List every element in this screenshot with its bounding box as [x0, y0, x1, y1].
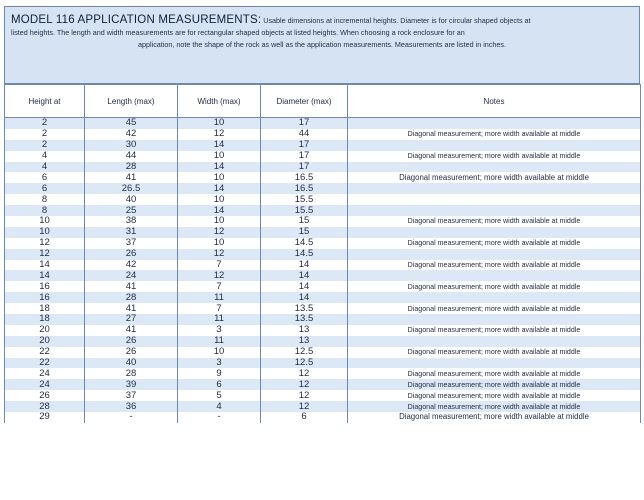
height-cell: 2: [5, 129, 85, 140]
table-row: [5, 162, 641, 173]
width-cell: 14: [178, 183, 261, 194]
width-cell: 5: [178, 390, 261, 401]
diameter-cell: 14: [261, 260, 348, 271]
length-cell: 41: [85, 172, 178, 183]
height-cell: 22: [5, 347, 85, 358]
height-cell: 18: [5, 303, 85, 314]
height-cell: 29: [5, 412, 85, 423]
table-row: [5, 292, 641, 303]
notes-cell: [348, 249, 641, 260]
height-cell: 10: [5, 216, 85, 227]
width-cell: 7: [178, 281, 261, 292]
diameter-cell: 12.5: [261, 347, 348, 358]
diameter-cell: 14.5: [261, 249, 348, 260]
table-row: [5, 325, 641, 336]
width-cell: 10: [178, 238, 261, 249]
height-cell: 26: [5, 390, 85, 401]
column-header-width: Width (max): [178, 85, 261, 118]
width-cell: 9: [178, 368, 261, 379]
table-row: [5, 270, 641, 281]
table-row: [5, 303, 641, 314]
notes-cell: Diagonal measurement; more width available at middle: [348, 325, 641, 336]
height-cell: 10: [5, 227, 85, 238]
width-cell: 14: [178, 205, 261, 216]
width-cell: 12: [178, 270, 261, 281]
diameter-cell: 12: [261, 390, 348, 401]
notes-cell: [348, 205, 641, 216]
height-cell: 18: [5, 314, 85, 325]
length-cell: 39: [85, 379, 178, 390]
diameter-cell: 16.5: [261, 183, 348, 194]
length-cell: 30: [85, 140, 178, 151]
notes-cell: Diagonal measurement; more width available at middle: [348, 379, 641, 390]
height-cell: 24: [5, 368, 85, 379]
notes-cell: [348, 358, 641, 369]
notes-cell: [348, 336, 641, 347]
length-cell: 28: [85, 162, 178, 173]
notes-cell: [348, 292, 641, 303]
column-header-diameter: Diameter (max): [261, 85, 348, 118]
diameter-cell: 15.5: [261, 194, 348, 205]
notes-cell: Diagonal measurement; more width available at middle: [348, 412, 641, 423]
height-cell: 20: [5, 336, 85, 347]
table-row: [5, 358, 641, 369]
column-header-length: Length (max): [85, 85, 178, 118]
width-cell: 4: [178, 401, 261, 412]
width-cell: 11: [178, 336, 261, 347]
length-cell: 44: [85, 151, 178, 162]
height-cell: 6: [5, 183, 85, 194]
column-header-notes: Notes: [348, 85, 641, 118]
table-row: [5, 238, 641, 249]
notes-cell: Diagonal measurement; more width available at middle: [348, 368, 641, 379]
length-cell: 26.5: [85, 183, 178, 194]
notes-cell: Diagonal measurement; more width available at middle: [348, 238, 641, 249]
length-cell: 27: [85, 314, 178, 325]
notes-cell: Diagonal measurement; more width available at middle: [348, 216, 641, 227]
table-body: [5, 118, 641, 423]
width-cell: 10: [178, 118, 261, 129]
length-cell: 41: [85, 303, 178, 314]
height-cell: 8: [5, 194, 85, 205]
table-row: [5, 379, 641, 390]
notes-cell: [348, 162, 641, 173]
length-cell: 25: [85, 205, 178, 216]
length-cell: 45: [85, 118, 178, 129]
width-cell: 10: [178, 151, 261, 162]
width-cell: -: [178, 412, 261, 423]
notes-cell: [348, 140, 641, 151]
header-line-1: [11, 13, 633, 27]
width-cell: 7: [178, 303, 261, 314]
page-title: MODEL 116 APPLICATION MEASUREMENTS:: [11, 14, 262, 26]
notes-cell: Diagonal measurement; more width available at middle: [348, 151, 641, 162]
height-cell: 2: [5, 118, 85, 129]
length-cell: 28: [85, 292, 178, 303]
measurements-table: [4, 84, 641, 423]
table-row: [5, 314, 641, 325]
diameter-cell: 12: [261, 401, 348, 412]
diameter-cell: 16.5: [261, 172, 348, 183]
height-cell: 14: [5, 270, 85, 281]
length-cell: 28: [85, 368, 178, 379]
diameter-cell: 17: [261, 140, 348, 151]
width-cell: 12: [178, 227, 261, 238]
width-cell: 11: [178, 314, 261, 325]
diameter-cell: 13.5: [261, 303, 348, 314]
height-cell: 4: [5, 162, 85, 173]
diameter-cell: 14: [261, 292, 348, 303]
width-cell: 10: [178, 194, 261, 205]
width-cell: 10: [178, 216, 261, 227]
height-cell: 2: [5, 140, 85, 151]
notes-cell: [348, 194, 641, 205]
diameter-cell: 12.5: [261, 358, 348, 369]
diameter-cell: 14: [261, 281, 348, 292]
height-cell: 12: [5, 249, 85, 260]
length-cell: 42: [85, 129, 178, 140]
diameter-cell: 13: [261, 325, 348, 336]
notes-cell: [348, 183, 641, 194]
notes-cell: Diagonal measurement; more width available at middle: [348, 172, 641, 183]
height-cell: 6: [5, 172, 85, 183]
diameter-cell: 12: [261, 379, 348, 390]
notes-cell: Diagonal measurement; more width available at middle: [348, 390, 641, 401]
height-cell: 28: [5, 401, 85, 412]
table-row: [5, 205, 641, 216]
header-line-3: application, note the shape of the rock as well as the application measurements. Measurements are listed in inches.: [138, 40, 506, 49]
table-row: [5, 140, 641, 151]
length-cell: 38: [85, 216, 178, 227]
width-cell: 3: [178, 358, 261, 369]
height-cell: 14: [5, 260, 85, 271]
table-header-row: [5, 85, 641, 118]
diameter-cell: 12: [261, 368, 348, 379]
table-row: [5, 151, 641, 162]
length-cell: 24: [85, 270, 178, 281]
table-row: [5, 412, 641, 423]
table-row: [5, 368, 641, 379]
diameter-cell: 6: [261, 412, 348, 423]
notes-cell: [348, 227, 641, 238]
table-row: [5, 336, 641, 347]
notes-cell: Diagonal measurement; more width available at middle: [348, 260, 641, 271]
table-row: [5, 118, 641, 129]
diameter-cell: 17: [261, 118, 348, 129]
width-cell: 3: [178, 325, 261, 336]
notes-cell: Diagonal measurement; more width available at middle: [348, 281, 641, 292]
notes-cell: [348, 118, 641, 129]
diameter-cell: 15: [261, 216, 348, 227]
length-cell: 41: [85, 281, 178, 292]
length-cell: 31: [85, 227, 178, 238]
diameter-cell: 44: [261, 129, 348, 140]
notes-cell: [348, 314, 641, 325]
length-cell: 37: [85, 238, 178, 249]
table-row: [5, 129, 641, 140]
table-row: [5, 347, 641, 358]
height-cell: 12: [5, 238, 85, 249]
table-row: [5, 281, 641, 292]
height-cell: 16: [5, 292, 85, 303]
height-cell: 20: [5, 325, 85, 336]
diameter-cell: 13.5: [261, 314, 348, 325]
table-row: [5, 249, 641, 260]
length-cell: 26: [85, 347, 178, 358]
length-cell: 26: [85, 249, 178, 260]
length-cell: 40: [85, 194, 178, 205]
diameter-cell: 17: [261, 162, 348, 173]
diameter-cell: 14.5: [261, 238, 348, 249]
table-row: [5, 227, 641, 238]
width-cell: 6: [178, 379, 261, 390]
table-row: [5, 260, 641, 271]
length-cell: -: [85, 412, 178, 423]
header-intro: Usable dimensions at incremental heights. Diameter is for circular shaped objects at: [261, 16, 531, 25]
diameter-cell: 17: [261, 151, 348, 162]
width-cell: 10: [178, 172, 261, 183]
table-row: [5, 194, 641, 205]
length-cell: 41: [85, 325, 178, 336]
diameter-cell: 13: [261, 336, 348, 347]
notes-cell: Diagonal measurement; more width available at middle: [348, 303, 641, 314]
height-cell: 24: [5, 379, 85, 390]
table-row: [5, 390, 641, 401]
diameter-cell: 15: [261, 227, 348, 238]
diameter-cell: 14: [261, 270, 348, 281]
header-line-2: listed heights. The length and width measurements are for rectangular shaped objects at listed heights. When choosing a rock enclosure for an: [11, 28, 465, 37]
width-cell: 12: [178, 129, 261, 140]
length-cell: 26: [85, 336, 178, 347]
width-cell: 14: [178, 162, 261, 173]
height-cell: 22: [5, 358, 85, 369]
notes-cell: Diagonal measurement; more width available at middle: [348, 129, 641, 140]
diameter-cell: 15.5: [261, 205, 348, 216]
height-cell: 8: [5, 205, 85, 216]
width-cell: 10: [178, 347, 261, 358]
table-row: [5, 183, 641, 194]
length-cell: 37: [85, 390, 178, 401]
width-cell: 11: [178, 292, 261, 303]
width-cell: 14: [178, 140, 261, 151]
table-row: [5, 216, 641, 227]
height-cell: 16: [5, 281, 85, 292]
table-row: [5, 401, 641, 412]
header-box: [4, 6, 640, 84]
length-cell: 40: [85, 358, 178, 369]
notes-cell: Diagonal measurement; more width available at middle: [348, 401, 641, 412]
width-cell: 12: [178, 249, 261, 260]
column-header-height: Height at: [5, 85, 85, 118]
height-cell: 4: [5, 151, 85, 162]
length-cell: 42: [85, 260, 178, 271]
table-row: [5, 172, 641, 183]
width-cell: 7: [178, 260, 261, 271]
notes-cell: [348, 270, 641, 281]
notes-cell: Diagonal measurement; more width available at middle: [348, 347, 641, 358]
length-cell: 36: [85, 401, 178, 412]
